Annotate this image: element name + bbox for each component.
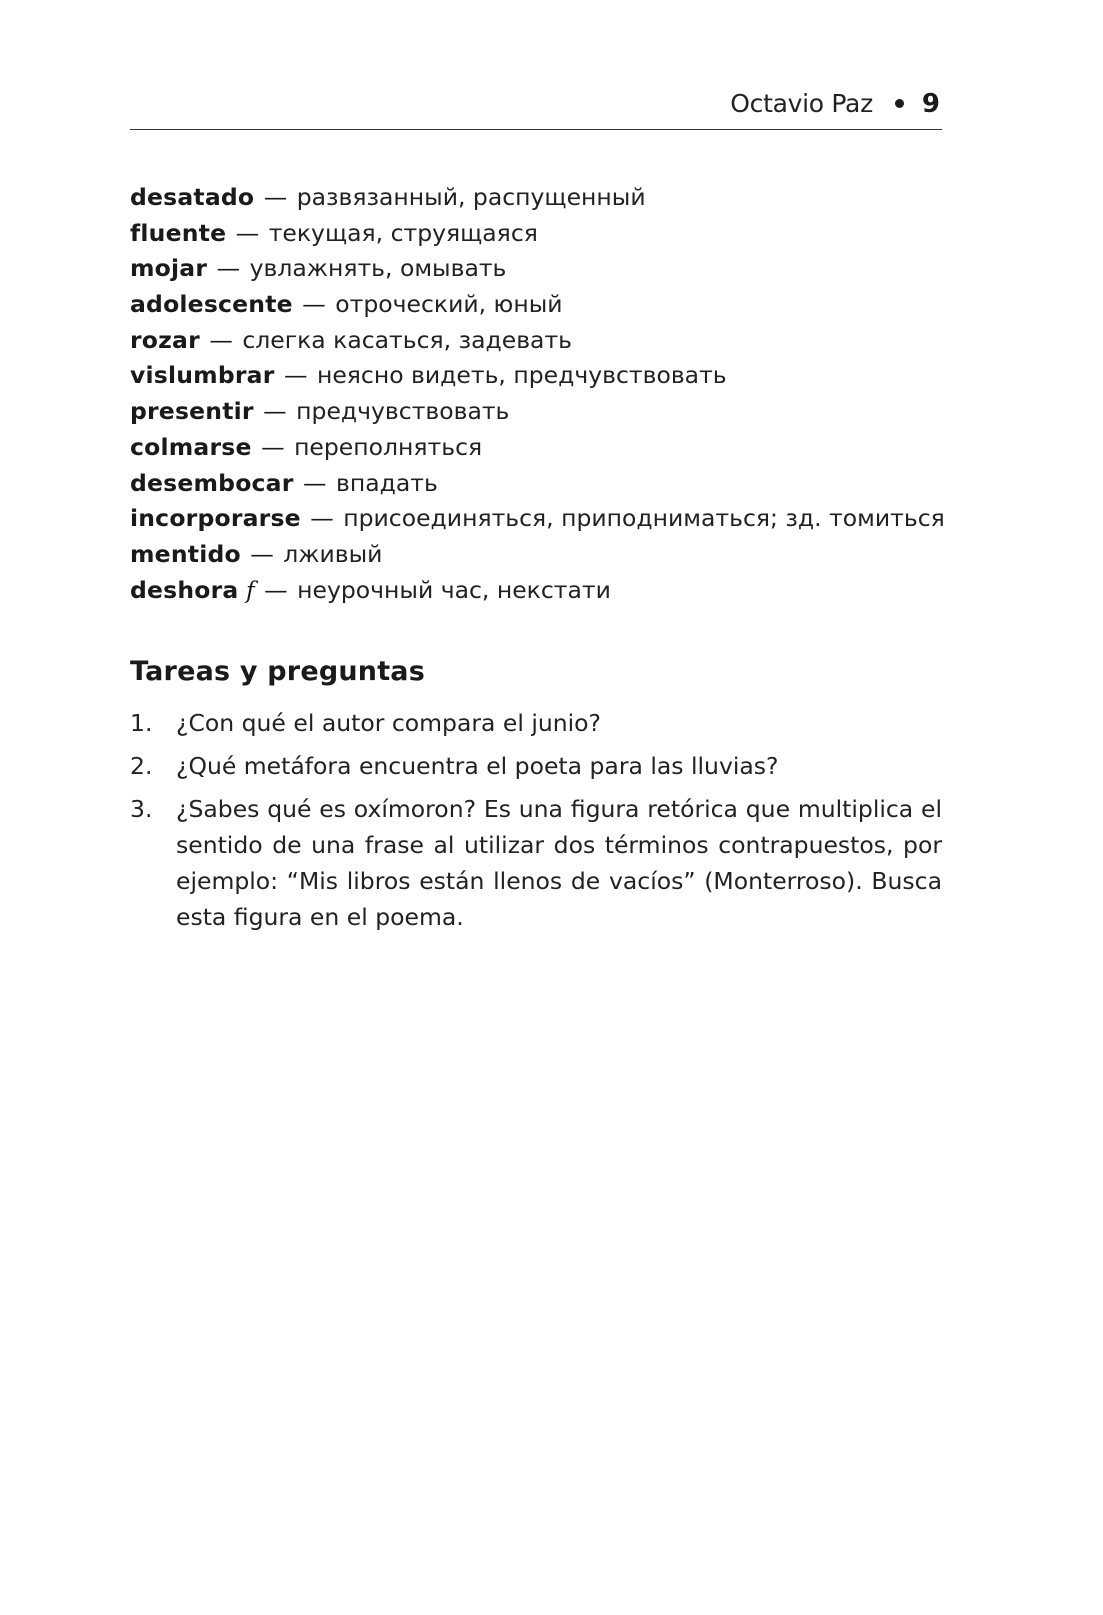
- glossary-translation: лживый: [283, 539, 383, 568]
- header-inner: [730, 86, 940, 122]
- glossary-entry: [130, 501, 960, 537]
- em-dash: —: [303, 468, 327, 497]
- em-dash: —: [263, 397, 287, 426]
- glossary-translation: предчувствовать: [296, 397, 510, 426]
- glossary-translation: увлажнять, омывать: [249, 254, 507, 283]
- glossary-term: desembocar: [130, 468, 294, 497]
- glossary-entry: [130, 466, 960, 502]
- em-dash: —: [209, 325, 233, 354]
- task-item: [130, 706, 942, 742]
- glossary-translation: неясно видеть, предчувствовать: [316, 361, 727, 390]
- glossary-term: colmarse: [130, 432, 252, 461]
- em-dash: —: [216, 254, 241, 283]
- glossary-term: incorporarse: [130, 504, 301, 533]
- glossary-term: mojar: [130, 254, 208, 283]
- em-dash: —: [264, 575, 288, 604]
- glossary-translation: развязанный, распущенный: [296, 183, 646, 211]
- glossary-term: desatado: [130, 183, 255, 211]
- task-text: ¿Con qué el autor compara el junio?: [176, 709, 602, 737]
- task-number: 2.: [130, 752, 153, 781]
- glossary-translation: впадать: [336, 468, 438, 497]
- task-list: [130, 706, 942, 943]
- glossary-term: vislumbrar: [130, 361, 275, 390]
- em-dash: —: [261, 432, 285, 461]
- glossary-term: rozar: [130, 325, 200, 354]
- glossary-entry: [130, 251, 960, 287]
- section-title: Tareas y preguntas: [130, 656, 425, 687]
- em-dash: —: [310, 504, 334, 533]
- em-dash: —: [302, 290, 326, 319]
- glossary-term: deshora: [130, 575, 239, 604]
- glossary-term: presentir: [130, 397, 254, 426]
- glossary-translation: присоединяться, приподниматься; зд. томиться: [343, 504, 945, 533]
- running-title: Octavio Paz: [730, 89, 873, 118]
- glossary-entry: [130, 358, 960, 394]
- glossary-term: fluente: [130, 218, 227, 247]
- glossary-entry: [130, 573, 960, 609]
- glossary-translation: текущая, струящаяся: [268, 218, 538, 247]
- page-number: 9: [921, 89, 940, 119]
- glossary-term: adolescente: [130, 290, 293, 319]
- grammar-note: f: [245, 575, 255, 604]
- em-dash: —: [263, 183, 288, 211]
- glossary-entry: [130, 287, 960, 323]
- glossary-entry: [130, 216, 960, 252]
- glossary-translation: слегка касаться, задевать: [242, 325, 572, 354]
- task-text: ¿Sabes qué es oxímoron? Es una figura retórica que multiplica el sentido de una frase al utilizar dos términos contrapuestos, por ejemplo: “Mis libros están llenos de vacíos” (Monterroso). Busca esta figura en el poema.: [176, 795, 942, 931]
- task-number: 3.: [130, 795, 153, 824]
- bullet-separator-icon: [895, 99, 904, 108]
- glossary-term: mentido: [130, 539, 241, 568]
- task-item: [130, 749, 942, 785]
- glossary-entry: [130, 430, 960, 466]
- task-number: 1.: [130, 709, 153, 737]
- glossary-entry: [130, 537, 960, 573]
- em-dash: —: [250, 539, 274, 568]
- task-item: [130, 792, 942, 935]
- glossary-entry: [130, 323, 960, 359]
- em-dash: —: [235, 218, 260, 247]
- task-text: ¿Qué metáfora encuentra el poeta para las lluvias?: [176, 752, 779, 781]
- page-header: [130, 86, 942, 130]
- glossary-translation: неурочный час, некстати: [297, 575, 611, 604]
- em-dash: —: [283, 361, 308, 390]
- glossary-entry: [130, 180, 960, 216]
- glossary-translation: переполняться: [294, 432, 483, 461]
- glossary-list: [130, 180, 960, 608]
- glossary-entry: [130, 394, 960, 430]
- glossary-translation: отроческий, юный: [335, 290, 563, 319]
